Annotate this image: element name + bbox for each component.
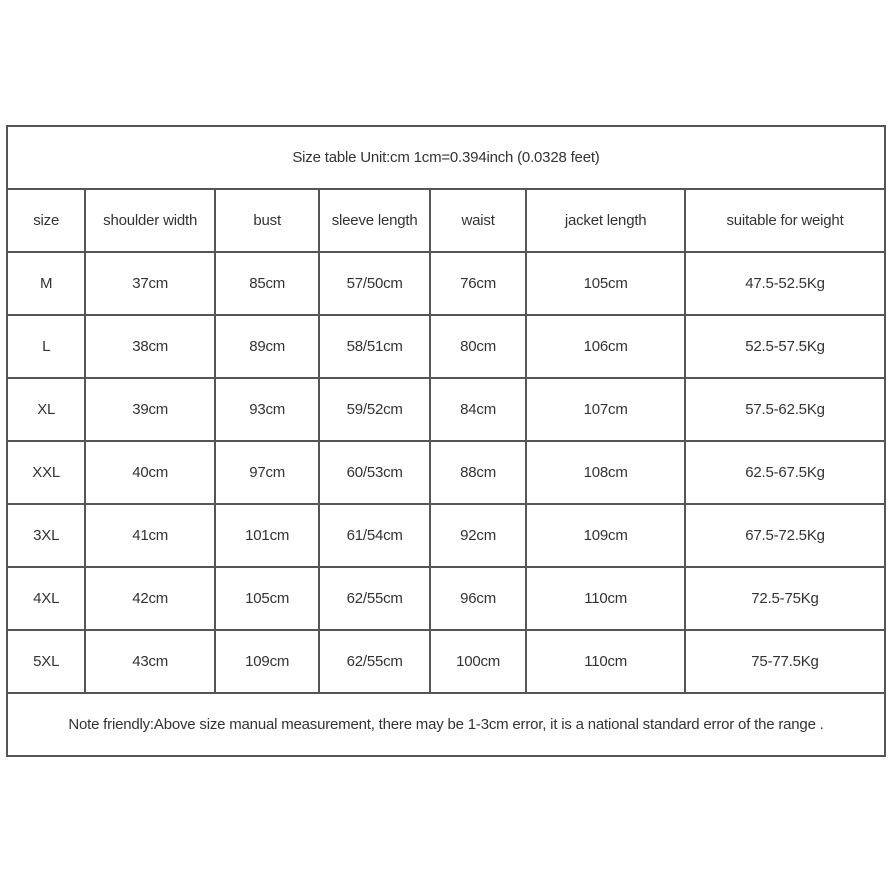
cell-size: 3XL	[7, 504, 85, 567]
cell-suitable-weight: 67.5-72.5Kg	[685, 504, 885, 567]
cell-shoulder-width: 43cm	[85, 630, 215, 693]
cell-shoulder-width: 42cm	[85, 567, 215, 630]
size-chart-table	[6, 125, 886, 757]
cell-bust: 105cm	[215, 567, 319, 630]
table-row	[7, 630, 885, 693]
cell-suitable-weight: 72.5-75Kg	[685, 567, 885, 630]
header-jacket-length: jacket length	[526, 189, 685, 252]
cell-shoulder-width: 39cm	[85, 378, 215, 441]
cell-sleeve-length: 59/52cm	[319, 378, 429, 441]
table-row	[7, 252, 885, 315]
header-sleeve-length: sleeve length	[319, 189, 429, 252]
cell-bust: 85cm	[215, 252, 319, 315]
cell-shoulder-width: 41cm	[85, 504, 215, 567]
cell-bust: 101cm	[215, 504, 319, 567]
cell-bust: 109cm	[215, 630, 319, 693]
table-title: Size table Unit:cm 1cm=0.394inch (0.0328 feet)	[7, 126, 885, 189]
table-row	[7, 567, 885, 630]
header-waist: waist	[430, 189, 526, 252]
cell-bust: 93cm	[215, 378, 319, 441]
cell-size: 4XL	[7, 567, 85, 630]
cell-size: XXL	[7, 441, 85, 504]
cell-sleeve-length: 60/53cm	[319, 441, 429, 504]
header-shoulder-width: shoulder width	[85, 189, 215, 252]
cell-jacket-length: 110cm	[526, 630, 685, 693]
cell-size: 5XL	[7, 630, 85, 693]
cell-suitable-weight: 47.5-52.5Kg	[685, 252, 885, 315]
cell-sleeve-length: 61/54cm	[319, 504, 429, 567]
cell-waist: 80cm	[430, 315, 526, 378]
cell-waist: 88cm	[430, 441, 526, 504]
cell-waist: 84cm	[430, 378, 526, 441]
cell-sleeve-length: 62/55cm	[319, 630, 429, 693]
cell-jacket-length: 108cm	[526, 441, 685, 504]
cell-sleeve-length: 57/50cm	[319, 252, 429, 315]
cell-suitable-weight: 62.5-67.5Kg	[685, 441, 885, 504]
cell-waist: 92cm	[430, 504, 526, 567]
table-row	[7, 504, 885, 567]
cell-jacket-length: 107cm	[526, 378, 685, 441]
table-title-row	[7, 126, 885, 189]
cell-waist: 100cm	[430, 630, 526, 693]
table-row	[7, 441, 885, 504]
cell-shoulder-width: 40cm	[85, 441, 215, 504]
cell-jacket-length: 110cm	[526, 567, 685, 630]
cell-waist: 96cm	[430, 567, 526, 630]
table-note: Note friendly:Above size manual measurement, there may be 1-3cm error, it is a national standard error of the range .	[7, 693, 885, 756]
header-bust: bust	[215, 189, 319, 252]
cell-size: M	[7, 252, 85, 315]
cell-shoulder-width: 38cm	[85, 315, 215, 378]
cell-size: XL	[7, 378, 85, 441]
cell-suitable-weight: 57.5-62.5Kg	[685, 378, 885, 441]
cell-jacket-length: 105cm	[526, 252, 685, 315]
cell-sleeve-length: 58/51cm	[319, 315, 429, 378]
cell-suitable-weight: 75-77.5Kg	[685, 630, 885, 693]
cell-suitable-weight: 52.5-57.5Kg	[685, 315, 885, 378]
cell-size: L	[7, 315, 85, 378]
cell-sleeve-length: 62/55cm	[319, 567, 429, 630]
header-suitable-weight: suitable for weight	[685, 189, 885, 252]
cell-jacket-length: 106cm	[526, 315, 685, 378]
table-note-row	[7, 693, 885, 756]
cell-jacket-length: 109cm	[526, 504, 685, 567]
table-row	[7, 315, 885, 378]
cell-shoulder-width: 37cm	[85, 252, 215, 315]
table-row	[7, 378, 885, 441]
table-header-row	[7, 189, 885, 252]
cell-bust: 89cm	[215, 315, 319, 378]
cell-waist: 76cm	[430, 252, 526, 315]
cell-bust: 97cm	[215, 441, 319, 504]
header-size: size	[7, 189, 85, 252]
